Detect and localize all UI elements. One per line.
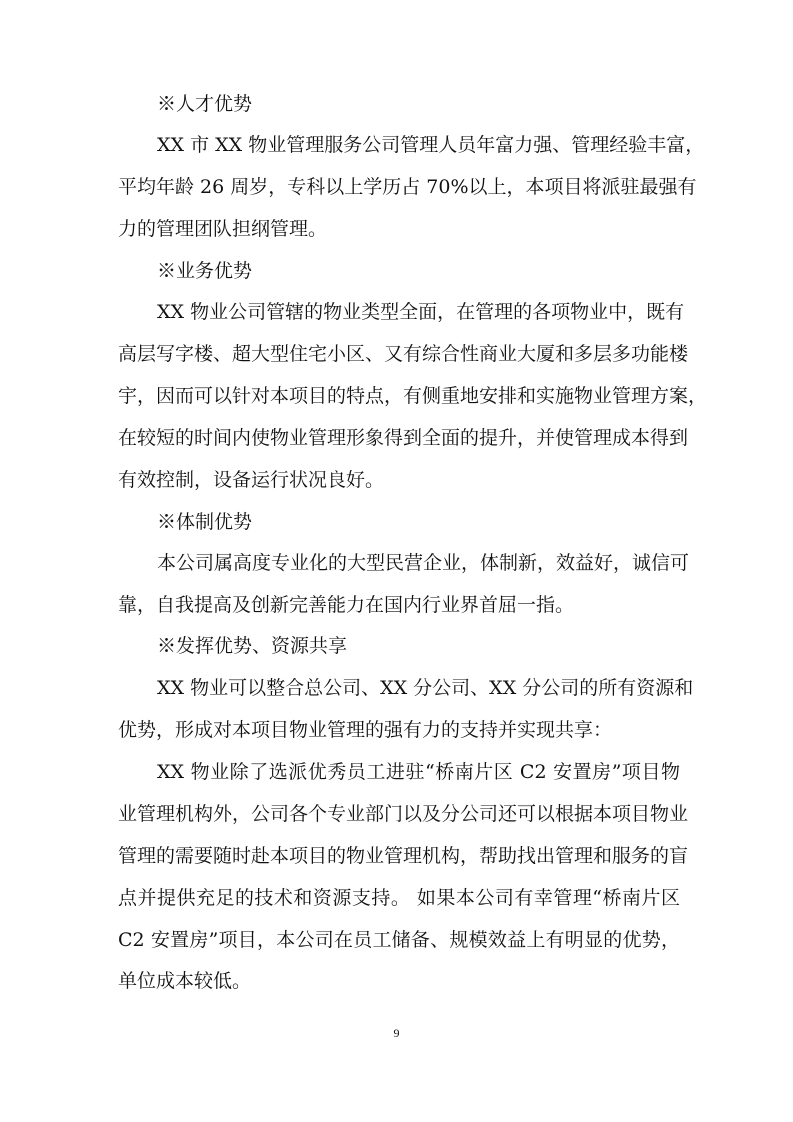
section-heading-resources: ※发挥优势、资源共享	[157, 635, 348, 657]
paragraph-line: XX 物业除了选派优秀员工进驻“桥南片区 C2 安置房”项目物	[157, 761, 680, 783]
page-number: 9	[393, 1026, 400, 1040]
paragraph-line: 单位成本较低。	[118, 970, 252, 992]
paragraph-line: XX 市 XX 物业管理服务公司管理人员年富力强、管理经验丰富，	[157, 134, 705, 156]
paragraph-line: XX 物业公司管辖的物业类型全面，在管理的各项物业中，既有	[157, 301, 685, 323]
paragraph-line: 高层写字楼、超大型住宅小区、又有综合性商业大厦和多层多功能楼	[118, 343, 689, 365]
paragraph-line: 优势，形成对本项目物业管理的强有力的支持并实现共享：	[118, 719, 613, 741]
paragraph-line: 宇，因而可以针对本项目的特点，有侧重地安排和实施物业管理方案，	[118, 385, 708, 407]
paragraph-line: 本公司属高度专业化的大型民营企业，体制新，效益好，诚信可	[157, 552, 690, 574]
paragraph-line: 点并提供充足的技术和资源支持。 如果本公司有幸管理“桥南片区	[118, 887, 680, 909]
section-heading-business: ※业务优势	[157, 260, 253, 282]
section-heading-talent: ※人才优势	[157, 93, 253, 115]
paragraph-line: 业管理机构外，公司各个专业部门以及分公司还可以根据本项目物业	[118, 803, 689, 825]
paragraph-line: 有效控制，设备运行状况良好。	[118, 469, 385, 491]
paragraph-line: 管理的需要随时赴本项目的物业管理机构，帮助找出管理和服务的盲	[118, 845, 689, 867]
paragraph-line: 靠，自我提高及创新完善能力在国内行业界首屈一指。	[118, 594, 575, 616]
paragraph-line: 平均年龄 26 周岁，专科以上学历占 70%以上，本项目将派驻最强有	[118, 176, 697, 198]
paragraph-line: C2 安置房”项目，本公司在员工储备、规模效益上有明显的优势，	[118, 929, 680, 951]
section-heading-system: ※体制优势	[157, 511, 253, 533]
paragraph-line: 力的管理团队担纲管理。	[118, 218, 328, 240]
paragraph-line: XX 物业可以整合总公司、XX 分公司、XX 分公司的所有资源和	[157, 677, 694, 699]
paragraph-line: 在较短的时间内使物业管理形象得到全面的提升，并使管理成本得到	[118, 427, 689, 449]
